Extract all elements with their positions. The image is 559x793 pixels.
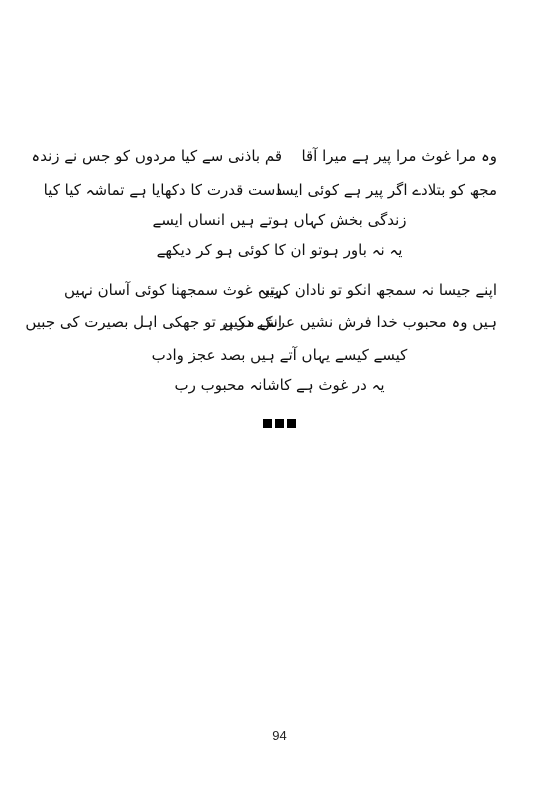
verse-line: قم باذنی سے کیا مردوں کو جس نے زندہ xyxy=(31,147,282,165)
verse-line: دست قدرت کا دکھایا ہے تماشہ کیا کیا xyxy=(43,181,282,199)
square-icon xyxy=(287,419,296,428)
verse-line: رتبہ غوث سمجھنا کوئی آسان نہیں xyxy=(63,281,282,299)
refrain-line: یہ در غوث ہے کاشانہ محبوب رب xyxy=(174,376,385,394)
verse-line: اپنے جیسا نہ سمجھ انکو تو نادان کہیں xyxy=(258,281,497,299)
refrain-line: کیسے کیسے یہاں آتے ہیں بصد عجز وادب xyxy=(151,346,408,364)
verse-line: ہیں وہ محبوب خدا فرش نشیں عرش مکیں xyxy=(222,313,497,331)
page-number: 94 xyxy=(272,728,287,743)
section-divider-ornament xyxy=(0,419,559,428)
verse-line: انکے در پر تو جھکی اہل بصیرت کی جبیں xyxy=(25,313,282,331)
verse-line: وہ مرا غوث مرا پیر ہے میرا آقا xyxy=(301,147,497,165)
refrain-line: یہ نہ باور ہوتو ان کا کوئی ہو کر دیکھے xyxy=(156,241,403,259)
square-icon xyxy=(263,419,272,428)
square-icon xyxy=(275,419,284,428)
verse-line: مجھ کو بتلادے اگر پیر ہے کوئی ایسا xyxy=(276,181,497,199)
refrain-line: زندگی بخش کہاں ہوتے ہیں انساں ایسے xyxy=(152,211,407,229)
